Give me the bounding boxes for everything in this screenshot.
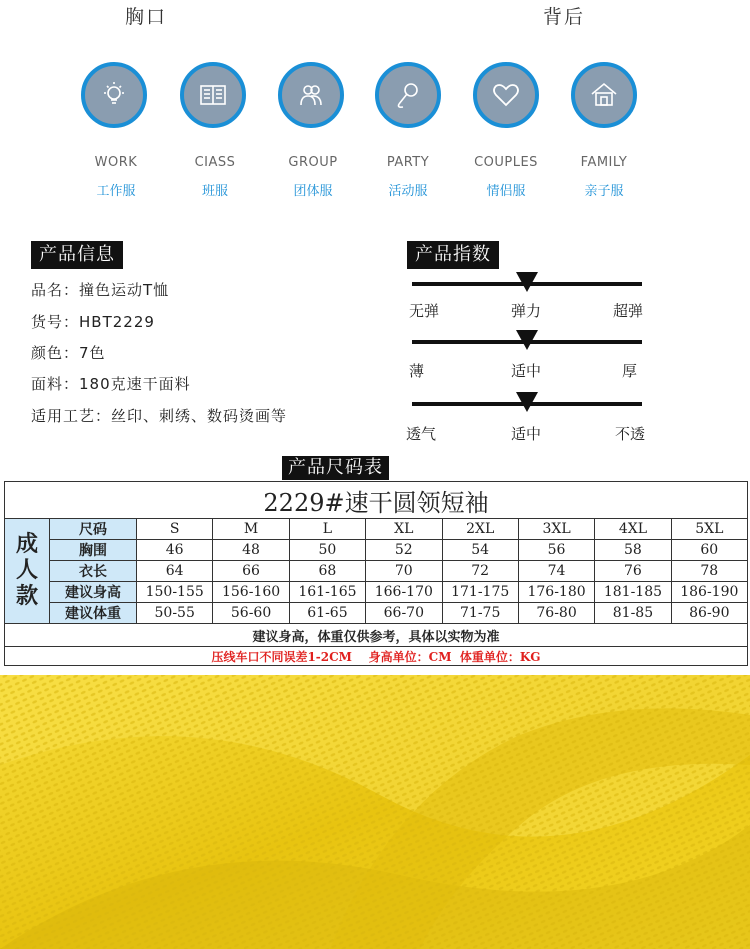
table-row: [5, 540, 748, 561]
table-cell: 46: [137, 540, 213, 561]
table-cell: L: [289, 519, 365, 540]
table-cell: 5XL: [671, 519, 747, 540]
category-en: COUPLES: [474, 155, 538, 170]
microphone-icon: [375, 62, 441, 128]
table-cell: 48: [213, 540, 289, 561]
heart-icon: [473, 62, 539, 128]
table-cell: 56: [518, 540, 594, 561]
scale-label: 薄: [409, 362, 425, 380]
category-en: CIASS: [194, 155, 236, 170]
category-cn: 情侣服: [486, 184, 526, 199]
table-title: 2229#速干圆领短袖: [5, 482, 748, 519]
table-cell: 156-160: [213, 582, 289, 603]
product-index-title: 产品指数: [407, 241, 499, 269]
scale-label: 弹力: [511, 302, 542, 320]
table-cell: 64: [137, 561, 213, 582]
table-cell: XL: [366, 519, 442, 540]
row-header: 建议身高: [50, 582, 137, 603]
table-cell: 61-65: [289, 603, 365, 624]
table-cell: 50-55: [137, 603, 213, 624]
side-label: [5, 519, 50, 624]
table-cell: 171-175: [442, 582, 518, 603]
table-cell: 56-60: [213, 603, 289, 624]
table-cell: S: [137, 519, 213, 540]
info-sku: 货号：HBT2229: [31, 313, 155, 331]
row-header: 尺码: [50, 519, 137, 540]
info-process: 适用工艺：丝印、刺绣、数码烫画等: [31, 407, 288, 425]
table-cell: 176-180: [518, 582, 594, 603]
scale-label: 适中: [511, 425, 542, 443]
table-cell: 78: [671, 561, 747, 582]
chest-label: 胸口: [125, 6, 168, 28]
table-cell: 3XL: [518, 519, 594, 540]
table-cell: 186-190: [671, 582, 747, 603]
book-icon: [180, 62, 246, 128]
thickness-marker: [516, 330, 538, 350]
table-cell: 161-165: [289, 582, 365, 603]
table-cell: 2XL: [442, 519, 518, 540]
category-en: FAMILY: [580, 155, 628, 170]
group-icon: [278, 62, 344, 128]
size-footer: 压线车口不同误差1-2CM 身高单位：CM 体重单位：KG: [5, 647, 748, 666]
scale-label: 超弹: [613, 302, 644, 320]
scale-label: 无弹: [409, 302, 440, 320]
category-en: WORK: [94, 155, 138, 170]
side-label-text: 成人款: [15, 532, 38, 609]
fabric-texture: [0, 675, 750, 949]
breathability-marker: [516, 392, 538, 412]
scale-label: 透气: [406, 425, 437, 443]
table-cell: M: [213, 519, 289, 540]
table-cell: 50: [289, 540, 365, 561]
back-label: 背后: [543, 6, 586, 28]
bulb-icon: [81, 62, 147, 128]
category-cn: 亲子服: [584, 184, 624, 199]
product-info-title: 产品信息: [31, 241, 123, 269]
size-chart-title: 产品尺码表: [282, 456, 389, 480]
fabric-swatch: [0, 675, 750, 949]
scale-label: 厚: [622, 362, 638, 380]
table-cell: 60: [671, 540, 747, 561]
info-color: 颜色：7色: [31, 344, 106, 362]
info-fabric: 面料：180克速干面料: [31, 375, 191, 393]
table-cell: 52: [366, 540, 442, 561]
table-cell: 76: [595, 561, 671, 582]
size-note: 建议身高，体重仅供参考，具体以实物为准: [5, 624, 748, 647]
scale-label: 适中: [511, 362, 542, 380]
row-header: 建议体重: [50, 603, 137, 624]
category-en: GROUP: [288, 155, 338, 170]
scale-label: 不透: [615, 425, 646, 443]
table-cell: 74: [518, 561, 594, 582]
table-cell: 181-185: [595, 582, 671, 603]
size-table: [4, 481, 748, 666]
house-icon: [571, 62, 637, 128]
row-header: 胸围: [50, 540, 137, 561]
category-en: PARTY: [386, 155, 430, 170]
table-cell: 68: [289, 561, 365, 582]
table-row: [5, 519, 748, 540]
category-cn: 工作服: [96, 184, 136, 199]
table-row: [5, 603, 748, 624]
category-cn: 班服: [201, 184, 228, 199]
table-cell: 71-75: [442, 603, 518, 624]
category-cn: 活动服: [388, 184, 428, 199]
category-cn: 团体服: [293, 184, 333, 199]
info-name: 品名：撞色运动T恤: [31, 281, 170, 299]
table-cell: 76-80: [518, 603, 594, 624]
table-cell: 54: [442, 540, 518, 561]
table-cell: 81-85: [595, 603, 671, 624]
elasticity-marker: [516, 272, 538, 292]
table-cell: 166-170: [366, 582, 442, 603]
table-row: [5, 582, 748, 603]
table-row: [5, 561, 748, 582]
table-cell: 70: [366, 561, 442, 582]
table-cell: 66-70: [366, 603, 442, 624]
table-cell: 66: [213, 561, 289, 582]
row-header: 衣长: [50, 561, 137, 582]
table-cell: 150-155: [137, 582, 213, 603]
table-cell: 72: [442, 561, 518, 582]
table-cell: 58: [595, 540, 671, 561]
table-cell: 4XL: [595, 519, 671, 540]
table-cell: 86-90: [671, 603, 747, 624]
